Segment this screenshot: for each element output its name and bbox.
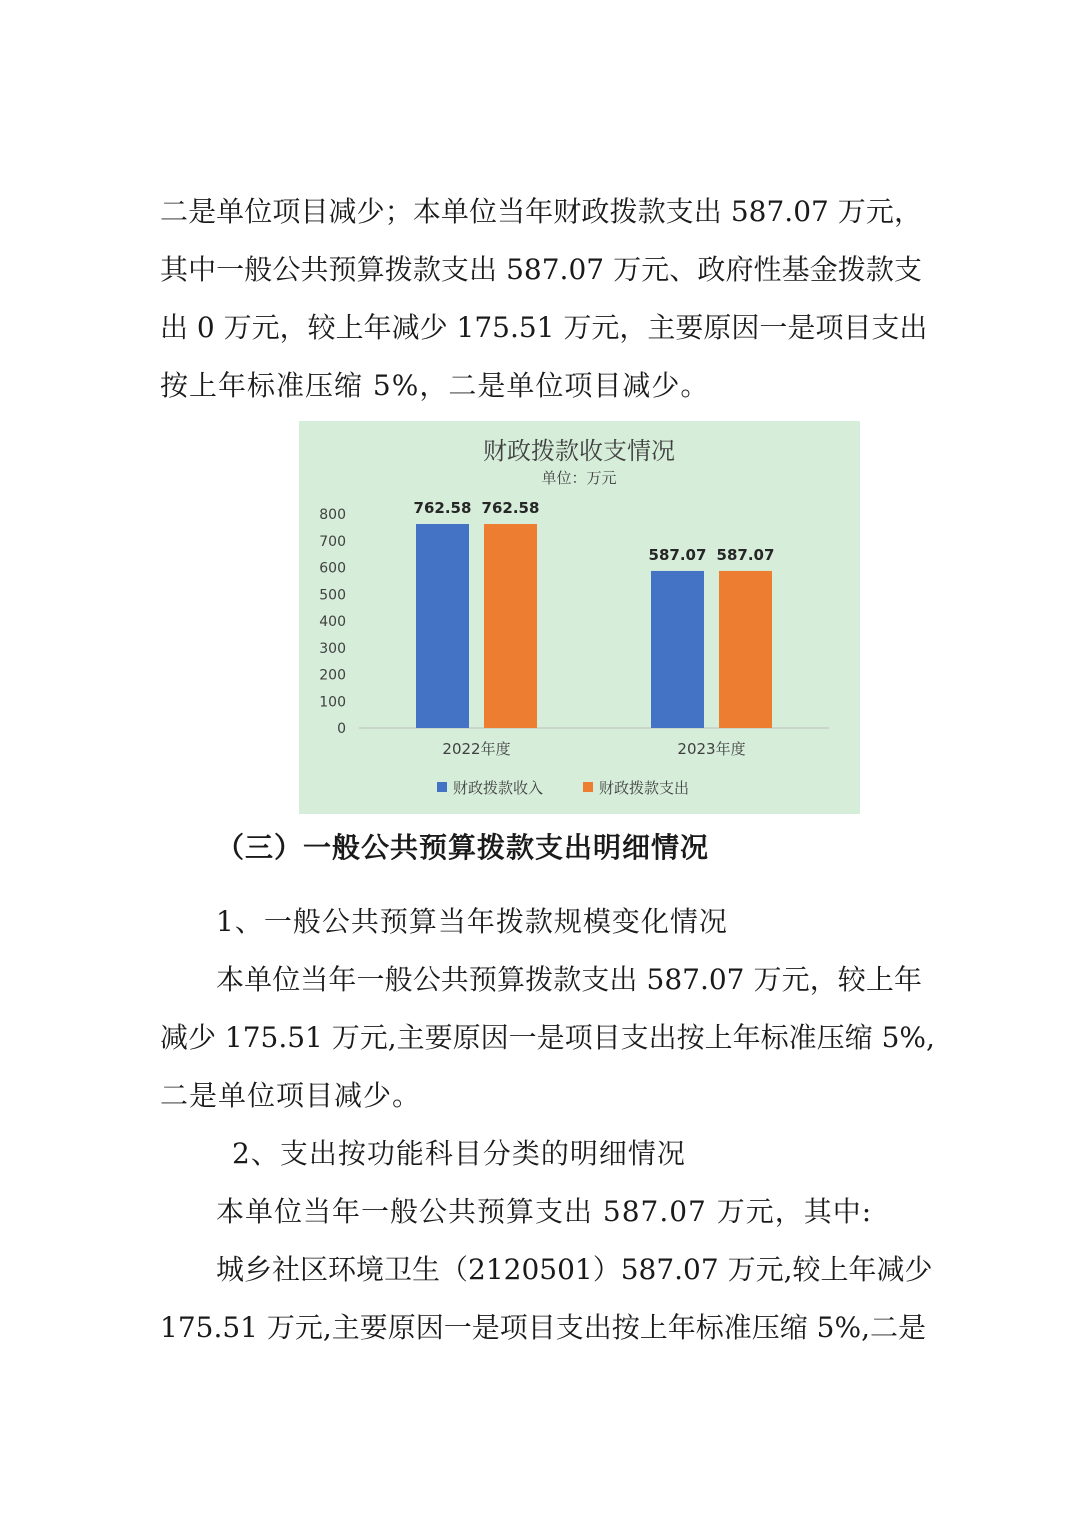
data-label: 587.07 xyxy=(648,545,707,564)
subsection-title: 2、支出按功能科目分类的明细情况 xyxy=(232,1137,686,1170)
data-label: 762.58 xyxy=(481,499,540,518)
paragraph-line: 城乡社区环境卫生（2120501）587.07 万元,较上年减少 xyxy=(216,1253,933,1286)
paragraph-line: 出 0 万元，较上年减少 175.51 万元，主要原因一是项目支出 xyxy=(160,311,928,344)
paragraph-line: 本单位当年一般公共预算拨款支出 587.07 万元，较上年 xyxy=(216,963,922,996)
paragraph-line: 175.51 万元,主要原因一是项目支出按上年标准压缩 5%,二是 xyxy=(160,1311,926,1344)
y-tick-label: 200 xyxy=(319,667,346,684)
data-label: 587.07 xyxy=(716,545,775,564)
paragraph-line: 二是单位项目减少。 xyxy=(160,1079,422,1112)
chart-subtitle: 单位：万元 xyxy=(541,469,617,487)
paragraph-line: 减少 175.51 万元,主要原因一是项目支出按上年标准压缩 5%, xyxy=(160,1021,935,1054)
y-tick-label: 100 xyxy=(319,694,346,711)
paragraph-line: 其中一般公共预算拨款支出 587.07 万元、政府性基金拨款支 xyxy=(160,253,922,286)
legend-label: 财政拨款支出 xyxy=(599,779,690,797)
y-tick-label: 500 xyxy=(319,587,346,604)
paragraph-line: 二是单位项目减少；本单位当年财政拨款支出 587.07 万元， xyxy=(160,195,922,228)
legend-swatch xyxy=(437,782,447,792)
y-tick-label: 0 xyxy=(337,721,346,737)
subsection-title: 1、一般公共预算当年拨款规模变化情况 xyxy=(216,905,728,938)
x-tick-label: 2022年度 xyxy=(442,740,511,758)
y-tick-label: 700 xyxy=(319,533,346,550)
section-heading: （三）一般公共预算拨款支出明细情况 xyxy=(216,831,710,864)
y-tick-label: 400 xyxy=(319,614,346,630)
bar xyxy=(651,571,704,728)
y-tick-label: 600 xyxy=(319,560,346,577)
paragraph-line: 按上年标准压缩 5%，二是单位项目减少。 xyxy=(160,369,710,402)
bar xyxy=(416,524,469,728)
bar xyxy=(719,571,772,728)
legend-label: 财政拨款收入 xyxy=(453,779,544,797)
data-label: 762.58 xyxy=(413,499,472,518)
paragraph-line: 本单位当年一般公共预算支出 587.07 万元，其中: xyxy=(216,1195,873,1228)
budget-bar-chart xyxy=(299,421,860,814)
legend-swatch xyxy=(583,782,593,792)
y-tick-label: 800 xyxy=(319,507,346,523)
chart-title: 财政拨款收支情况 xyxy=(483,437,675,465)
bar xyxy=(484,524,537,728)
x-tick-label: 2023年度 xyxy=(677,740,746,758)
y-tick-label: 300 xyxy=(319,640,346,657)
